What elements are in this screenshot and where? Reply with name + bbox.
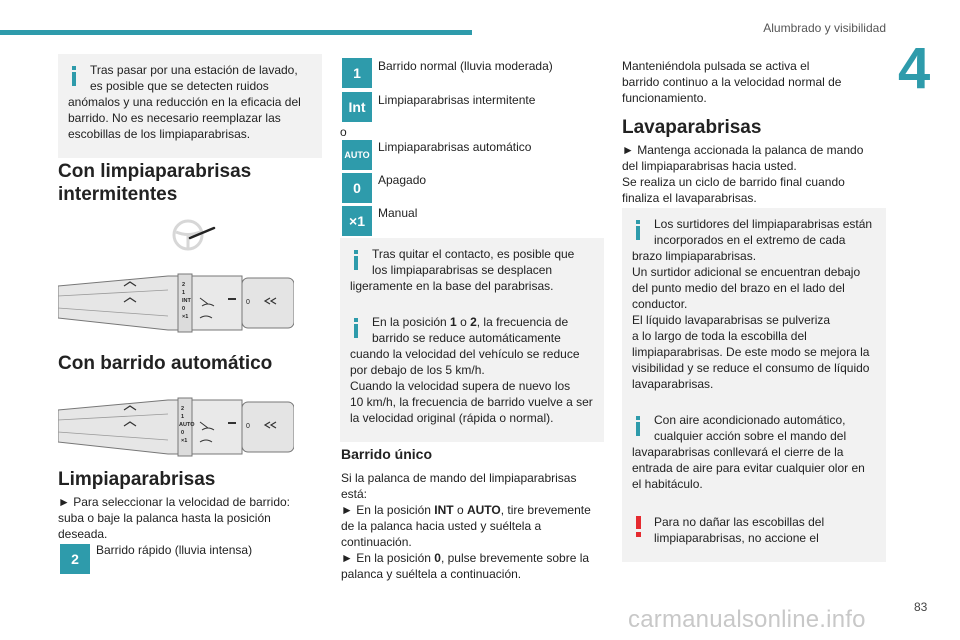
heading-automatico: Con barrido automático: [58, 353, 273, 374]
info-icon: [72, 66, 76, 70]
stalk-zero-label: 0: [246, 299, 250, 306]
section-title: Alumbrado y visibilidad: [763, 21, 886, 35]
symbol-0-label: Apagado: [378, 173, 427, 187]
stalk2-label: AUTO: [179, 422, 195, 428]
wiper-stalk-int: [58, 268, 294, 338]
heading-intermitentes: Con limpiaparabrisas intermitentes: [58, 161, 252, 205]
info-box-air-conditioning: Con aire acondicionado automático, cualquier acción sobre el mando del lavaparabrisas conllevará el cierre de la entrada de aire para evitar cualquier olor en el habitáculo.: [622, 404, 886, 508]
warning-box-blades: Para no dañar las escobillas del limpiaparabrisas, no accione el: [622, 506, 886, 562]
info-box-speed: En la posición 1 o 2, la frecuencia de barrido se reduce automáticamente cuando la velocidad del vehículo se reduce por debajo de los 5 km/h. Cuando la velocidad supera de nuevo los 10 km/h, la frecuencia de barrido vuelve a ser la velocidad original (rápida o normal).: [340, 306, 604, 442]
warning-icon: [636, 516, 641, 529]
stalk1-label: 1: [182, 290, 186, 296]
info-icon: [636, 220, 640, 224]
info-icon-bar: [636, 226, 640, 240]
stalk2-label: 0: [181, 430, 185, 436]
info1-line: anómalos y una reducción en la eficacia del: [68, 95, 301, 109]
info-icon-bar: [354, 324, 358, 338]
barrido-unico-text: Si la palanca de mando del limpiaparabrisas está: ► En la posición INT o AUTO, tire brevemente de la palanca hacia usted y suéltela a continuación. ► En la posición 0, pulse brevemente sobre la palanca y suéltela a continuación.: [341, 471, 591, 581]
symbol-2-label: Barrido rápido (lluvia intensa): [96, 543, 253, 557]
steering-wheel-icon: [168, 218, 218, 252]
stalk1-label: 0: [182, 306, 186, 312]
symbol-int: Int: [342, 92, 372, 122]
info-box-jets: Los surtidores del limpiaparabrisas están incorporados en el extremo de cada brazo limpiaparabrisas. Un surtidor adicional se encuentran debajo del punto medio del brazo en el lado del conductor. El líquido lavaparabrisas se pulveriza a lo largo de toda la escobilla del limpiaparabrisas. De este modo se mejora la visibilidad y se reduce el consumo de líquido lavaparabrisas.: [622, 208, 886, 408]
warning-icon-dot: [636, 532, 641, 537]
symbol-auto-label: Limpiaparabrisas automático: [378, 140, 532, 154]
info1-line: barrido. No es necesario reemplazar las: [68, 111, 281, 125]
symbol-1: 1: [342, 58, 372, 88]
info1-line: escobillas de los limpiaparabrisas.: [68, 127, 251, 141]
symbol-1-label: Barrido normal (lluvia moderada): [378, 59, 553, 73]
info-icon: [636, 416, 640, 420]
header-accent-bar: [0, 30, 472, 35]
stalk2-label: ×1: [181, 438, 188, 444]
heading-limpiaparabrisas: Limpiaparabrisas: [58, 469, 216, 490]
page-number: 83: [914, 600, 928, 614]
stalk2-label: 1: [181, 414, 185, 420]
symbol-2: 2: [60, 544, 90, 574]
info-icon: [354, 318, 358, 322]
stalk2-label: 2: [181, 406, 185, 412]
info-box-car-wash: [58, 54, 322, 158]
select-speed-text: ► Para seleccionar la velocidad de barrido: suba o baje la palanca hasta la posición deseada.: [58, 495, 291, 541]
stalk-zero-label: 0: [246, 423, 250, 430]
stalk1-label: ×1: [182, 314, 189, 320]
info-icon-bar: [636, 422, 640, 436]
symbol-x1-label: Manual: [378, 206, 418, 220]
wiper-stalk-auto: [58, 392, 294, 462]
info1-line: Tras pasar por una estación de lavado,: [90, 63, 298, 77]
chapter-number: 4: [898, 36, 931, 101]
watermark: carmanualsonline.info: [628, 606, 866, 633]
symbol-x1: ×1: [342, 206, 372, 236]
info-box-after-ignition: Tras quitar el contacto, es posible que los limpiaparabrisas se desplacen ligeramente en la base del parabrisas.: [340, 238, 604, 310]
stalk1-label: INT: [182, 298, 191, 304]
heading-barrido-unico: Barrido único: [341, 446, 433, 462]
stalk1-label: 2: [182, 282, 186, 288]
symbol-auto: AUTO: [342, 140, 372, 170]
heading-lavaparabrisas: Lavaparabrisas: [622, 117, 762, 138]
continuous-sweep-text: Manteniéndola pulsada se activa el barrido continuo a la velocidad normal de funcionamiento.: [622, 59, 842, 105]
lavaparabrisas-text: ► Mantenga accionada la palanca de mando del limpiaparabrisas hacia usted. Se realiza un ciclo de barrido final cuando finaliza el lavaparabrisas.: [622, 143, 864, 205]
or-text: o: [340, 125, 347, 139]
symbol-0: 0: [342, 173, 372, 203]
info-icon-bar: [72, 72, 76, 86]
symbol-int-label: Limpiaparabrisas intermitente: [378, 93, 536, 107]
info1-line: es posible que se detecten ruidos: [90, 79, 269, 93]
info-icon: [354, 250, 358, 254]
info-icon-bar: [354, 256, 358, 270]
